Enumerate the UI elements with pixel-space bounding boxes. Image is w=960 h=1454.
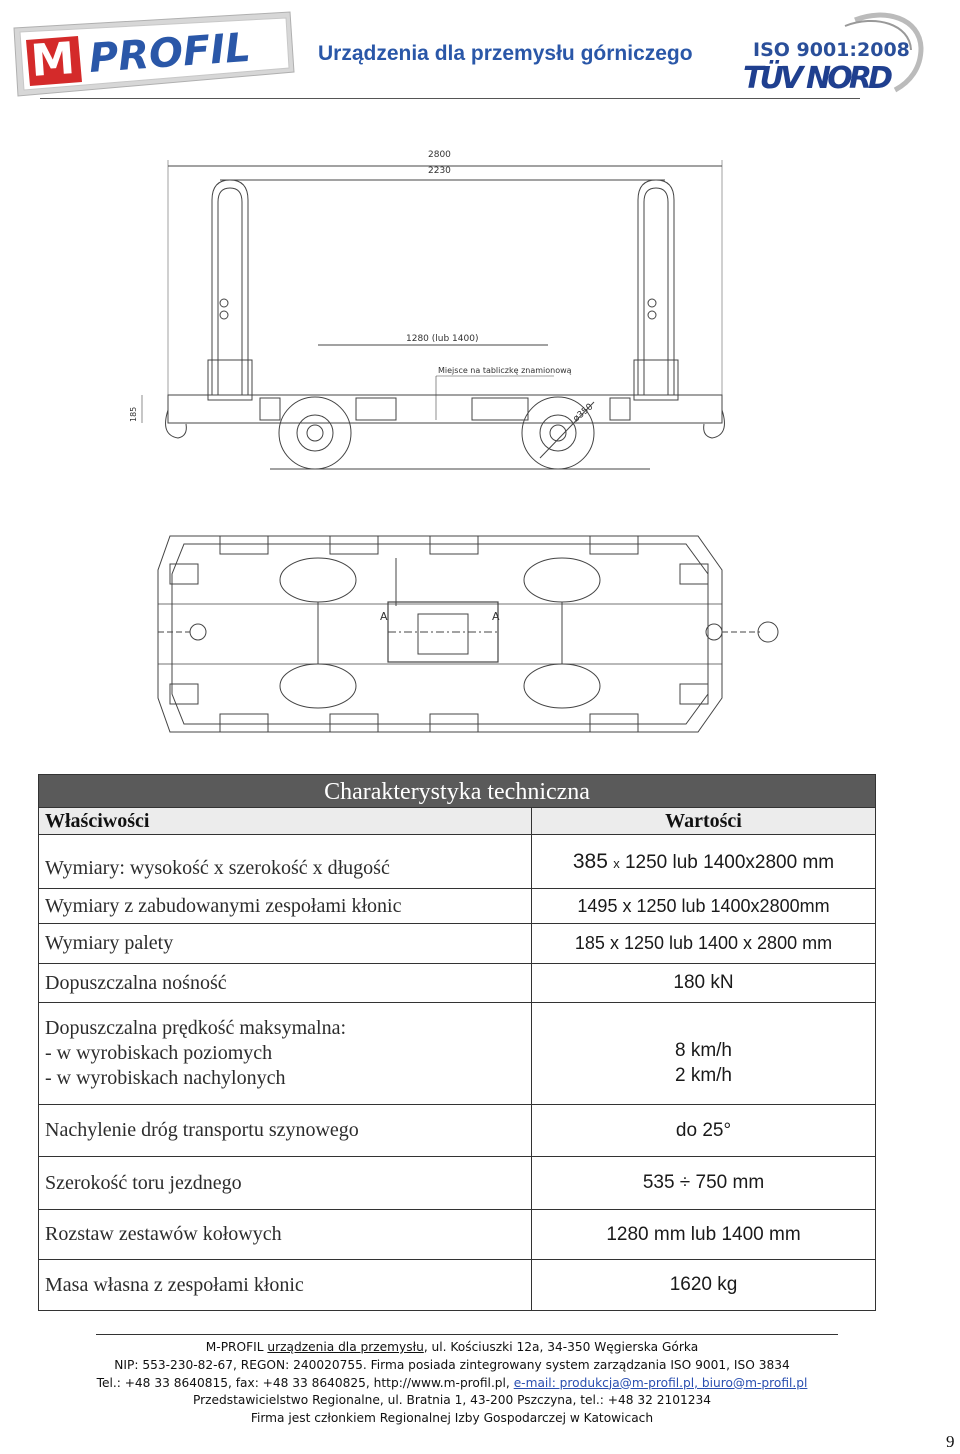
property-cell: Masa własna z zespołami kłonic xyxy=(39,1260,532,1311)
property-cell xyxy=(39,1003,532,1105)
value-line: 8 km/h xyxy=(674,1039,733,1061)
m-profil-logo xyxy=(8,10,298,105)
table-row xyxy=(39,1260,876,1311)
iso-tuv-badge xyxy=(735,8,925,104)
value-cell: 180 kN xyxy=(532,964,876,1003)
section-mark-left: A xyxy=(380,610,388,623)
technical-characteristics-table xyxy=(38,774,876,1311)
footer-company: M-PROFIL xyxy=(205,1340,268,1354)
dim-overall: 2800 xyxy=(428,150,451,160)
value-rest: 1250 lub 1400x2800 mm xyxy=(624,851,835,873)
value-cell: 1620 kg xyxy=(532,1260,876,1311)
property-cell: Wymiary z zabudowanymi zespołami kłonic xyxy=(39,889,532,924)
header-title: Urządzenia dla przemysłu górniczego xyxy=(318,42,693,65)
footer-company-link[interactable]: urządzenia dla przemysłu xyxy=(267,1340,424,1354)
page-number: 9 xyxy=(946,1432,955,1451)
footer-address: , ul. Kościuszki 12a, 34-350 Węgierska Górka xyxy=(423,1340,699,1354)
value-cell: 1280 mm lub 1400 mm xyxy=(532,1210,876,1260)
footer-phone: Tel.: +48 33 8640815, fax: +48 33 8640825, http://www.m-profil.pl, xyxy=(96,1375,514,1390)
footer-line-3 xyxy=(0,1375,904,1393)
section-mark-right: A xyxy=(492,610,500,623)
table-caption-row xyxy=(39,775,876,808)
footer-line-1 xyxy=(0,1339,904,1357)
dim-wheelbase: 1280 (lub 1400) xyxy=(406,334,479,344)
table-row xyxy=(39,1105,876,1157)
footer-email-link[interactable]: e-mail: produkcja@m-profil.pl, biuro@m-profil.pl xyxy=(513,1375,808,1390)
dim-height: 185 xyxy=(129,406,138,422)
col-properties-header: Właściwości xyxy=(39,808,532,835)
footer-line-4: Przedstawicielstwo Regionalne, ul. Bratnia 1, 43-200 Pszczyna, tel.: +48 32 2101234 xyxy=(192,1393,712,1408)
table-row xyxy=(39,1157,876,1210)
value-cell xyxy=(532,1003,876,1105)
value-line: 2 km/h xyxy=(674,1064,733,1086)
value-cell: 185 x 1250 lub 1400 x 2800 mm xyxy=(532,924,876,964)
value-cell: do 25° xyxy=(532,1105,876,1157)
header-divider xyxy=(40,98,860,99)
nameplate-note: Miejsce na tabliczkę znamionową xyxy=(438,366,572,375)
logo-text: M PROFIL xyxy=(153,100,158,101)
col-values-header: Wartości xyxy=(532,808,876,835)
value-cell: 1495 x 1250 lub 1400x2800mm xyxy=(532,889,876,924)
top-view-drawing xyxy=(150,528,790,738)
property-line: - w wyrobiskach nachylonych xyxy=(45,1067,286,1089)
property-cell: Dopuszczalna nośność xyxy=(39,964,532,1003)
table-row xyxy=(39,1210,876,1260)
table-row xyxy=(39,964,876,1003)
value-cell xyxy=(532,835,876,889)
table-row xyxy=(39,924,876,964)
property-cell: Szerokość toru jezdnego xyxy=(39,1157,532,1210)
value-cell: 535 ÷ 750 mm xyxy=(532,1157,876,1210)
property-cell: Wymiary palety xyxy=(39,924,532,964)
svg-text:M: M xyxy=(29,33,77,87)
footer xyxy=(0,1339,904,1428)
table-caption: Charakterystyka techniczna xyxy=(39,775,876,808)
svg-text:PROFIL: PROFIL xyxy=(87,24,253,82)
footer-line-2: NIP: 553-230-82-67, REGON: 240020755. Firma posiada zintegrowany system zarządzania ISO 9001, ISO 3834 xyxy=(114,1357,790,1372)
table-row xyxy=(39,1003,876,1105)
property-cell: Rozstaw zestawów kołowych xyxy=(39,1210,532,1260)
value-height: 385 xyxy=(572,849,608,873)
iso-text: ISO 9001:2008 xyxy=(753,39,910,61)
side-view-drawing xyxy=(120,140,730,480)
table-header-row xyxy=(39,808,876,835)
property-cell: Wymiary: wysokość x szerokość x długość xyxy=(39,835,532,889)
dim-inner: 2230 xyxy=(428,166,451,176)
dim-wheel: ø350 xyxy=(571,402,596,425)
property-line: Dopuszczalna prędkość maksymalna: xyxy=(45,1017,347,1039)
value-x: x xyxy=(613,855,620,871)
property-line: - w wyrobiskach poziomych xyxy=(45,1042,273,1064)
footer-line-5: Firma jest członkiem Regionalnej Izby Gospodarczej w Katowicach xyxy=(250,1411,654,1426)
property-cell: Nachylenie dróg transportu szynowego xyxy=(39,1105,532,1157)
tuv-text: TÜV NORD xyxy=(743,61,893,96)
footer-divider xyxy=(96,1334,838,1335)
table-row xyxy=(39,889,876,924)
table-row xyxy=(39,835,876,889)
